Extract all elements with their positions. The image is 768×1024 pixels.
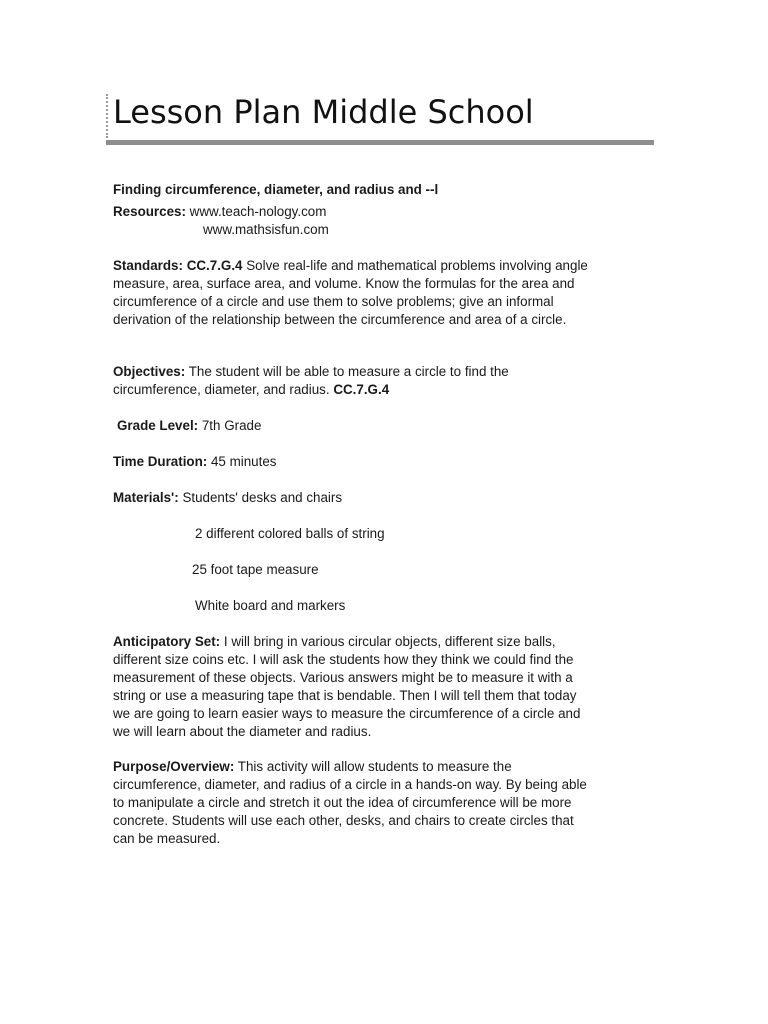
title-underline-rule [106, 140, 654, 145]
grade-level-line [117, 417, 657, 435]
anticipatory-line: we are going to learn easier ways to measure the circumference of a circle and [113, 706, 581, 721]
anticipatory-line: measurement of these objects. Various answers might be to measure it with a [113, 670, 573, 685]
resources-line-2 [113, 221, 653, 239]
materials-item: 2 different colored balls of string [195, 526, 385, 541]
materials-section [113, 489, 653, 507]
standards-code: CC.7.G.4 [186, 258, 243, 273]
time-duration-value: 45 minutes [210, 454, 277, 469]
standards-line [113, 257, 653, 275]
grade-level-value: 7th Grade [201, 418, 262, 433]
standards-line: circumference of a circle and use them to solve problems; give an informal [113, 294, 554, 309]
grade-level-section [117, 417, 657, 435]
anticipatory-line: we will learn about the diameter and radius. [113, 724, 372, 739]
materials-line [113, 489, 653, 507]
materials-item: White board and markers [195, 598, 346, 613]
anticipatory-set-label: Anticipatory Set: [113, 634, 221, 649]
anticipatory-set-section [113, 633, 653, 741]
materials-item: Students' desks and chairs [182, 490, 343, 505]
anticipatory-line: different size coins etc. I will ask the students how they think we could find the [113, 652, 574, 667]
objectives-label: Objectives: [113, 364, 186, 379]
resources-section [113, 181, 653, 239]
text-cursor-marker [106, 94, 110, 138]
standards-line: derivation of the relationship between the circumference and area of a circle. [113, 312, 567, 327]
anticipatory-line [113, 633, 653, 651]
resources-line-1 [113, 203, 653, 221]
page-title: Lesson Plan Middle School [113, 93, 534, 131]
purpose-overview-section [113, 758, 653, 848]
resource-link[interactable]: www.mathsisfun.com [203, 222, 329, 237]
objectives-section [113, 363, 653, 399]
objectives-text: circumference, diameter, and radius. [113, 382, 330, 397]
resource-link[interactable]: www.teach-nology.com [189, 204, 327, 219]
purpose-line: circumference, diameter, and radius of a circle in a hands-on way. By being able [113, 777, 587, 792]
anticipatory-text: I will bring in various circular objects, different size balls, [223, 634, 556, 649]
time-duration-line [113, 453, 653, 471]
purpose-line: can be measured. [113, 831, 221, 846]
resources-label: Resources: [113, 204, 186, 219]
standards-text: Solve real-life and mathematical problems involving angle [246, 258, 588, 273]
purpose-line [113, 758, 653, 776]
title-block [106, 92, 656, 148]
anticipatory-line: string or use a measuring tape that is bendable. Then I will tell them that today [113, 688, 577, 703]
materials-item: 25 foot tape measure [192, 562, 319, 577]
purpose-text: This activity will allow students to measure the [237, 759, 512, 774]
standards-label: Standards: [113, 258, 183, 273]
purpose-label: Purpose/Overview: [113, 759, 235, 774]
objectives-code: CC.7.G.4 [333, 382, 390, 397]
time-duration-section [113, 453, 653, 471]
standards-section [113, 257, 653, 329]
objectives-text: The student will be able to measure a circle to find the [188, 364, 509, 379]
purpose-line: to manipulate a circle and stretch it out the idea of circumference will be more [113, 795, 572, 810]
time-duration-label: Time Duration: [113, 454, 208, 469]
objectives-line [113, 381, 653, 399]
lesson-subtitle: Finding circumference, diameter, and radius and --l [113, 182, 439, 197]
purpose-line: concrete. Students will use each other, desks, and chairs to create circles that [113, 813, 574, 828]
materials-label: Materials': [113, 490, 179, 505]
objectives-line [113, 363, 653, 381]
grade-level-label: Grade Level: [117, 418, 199, 433]
standards-line: measure, area, surface area, and volume. Know the formulas for the area and [113, 276, 575, 291]
